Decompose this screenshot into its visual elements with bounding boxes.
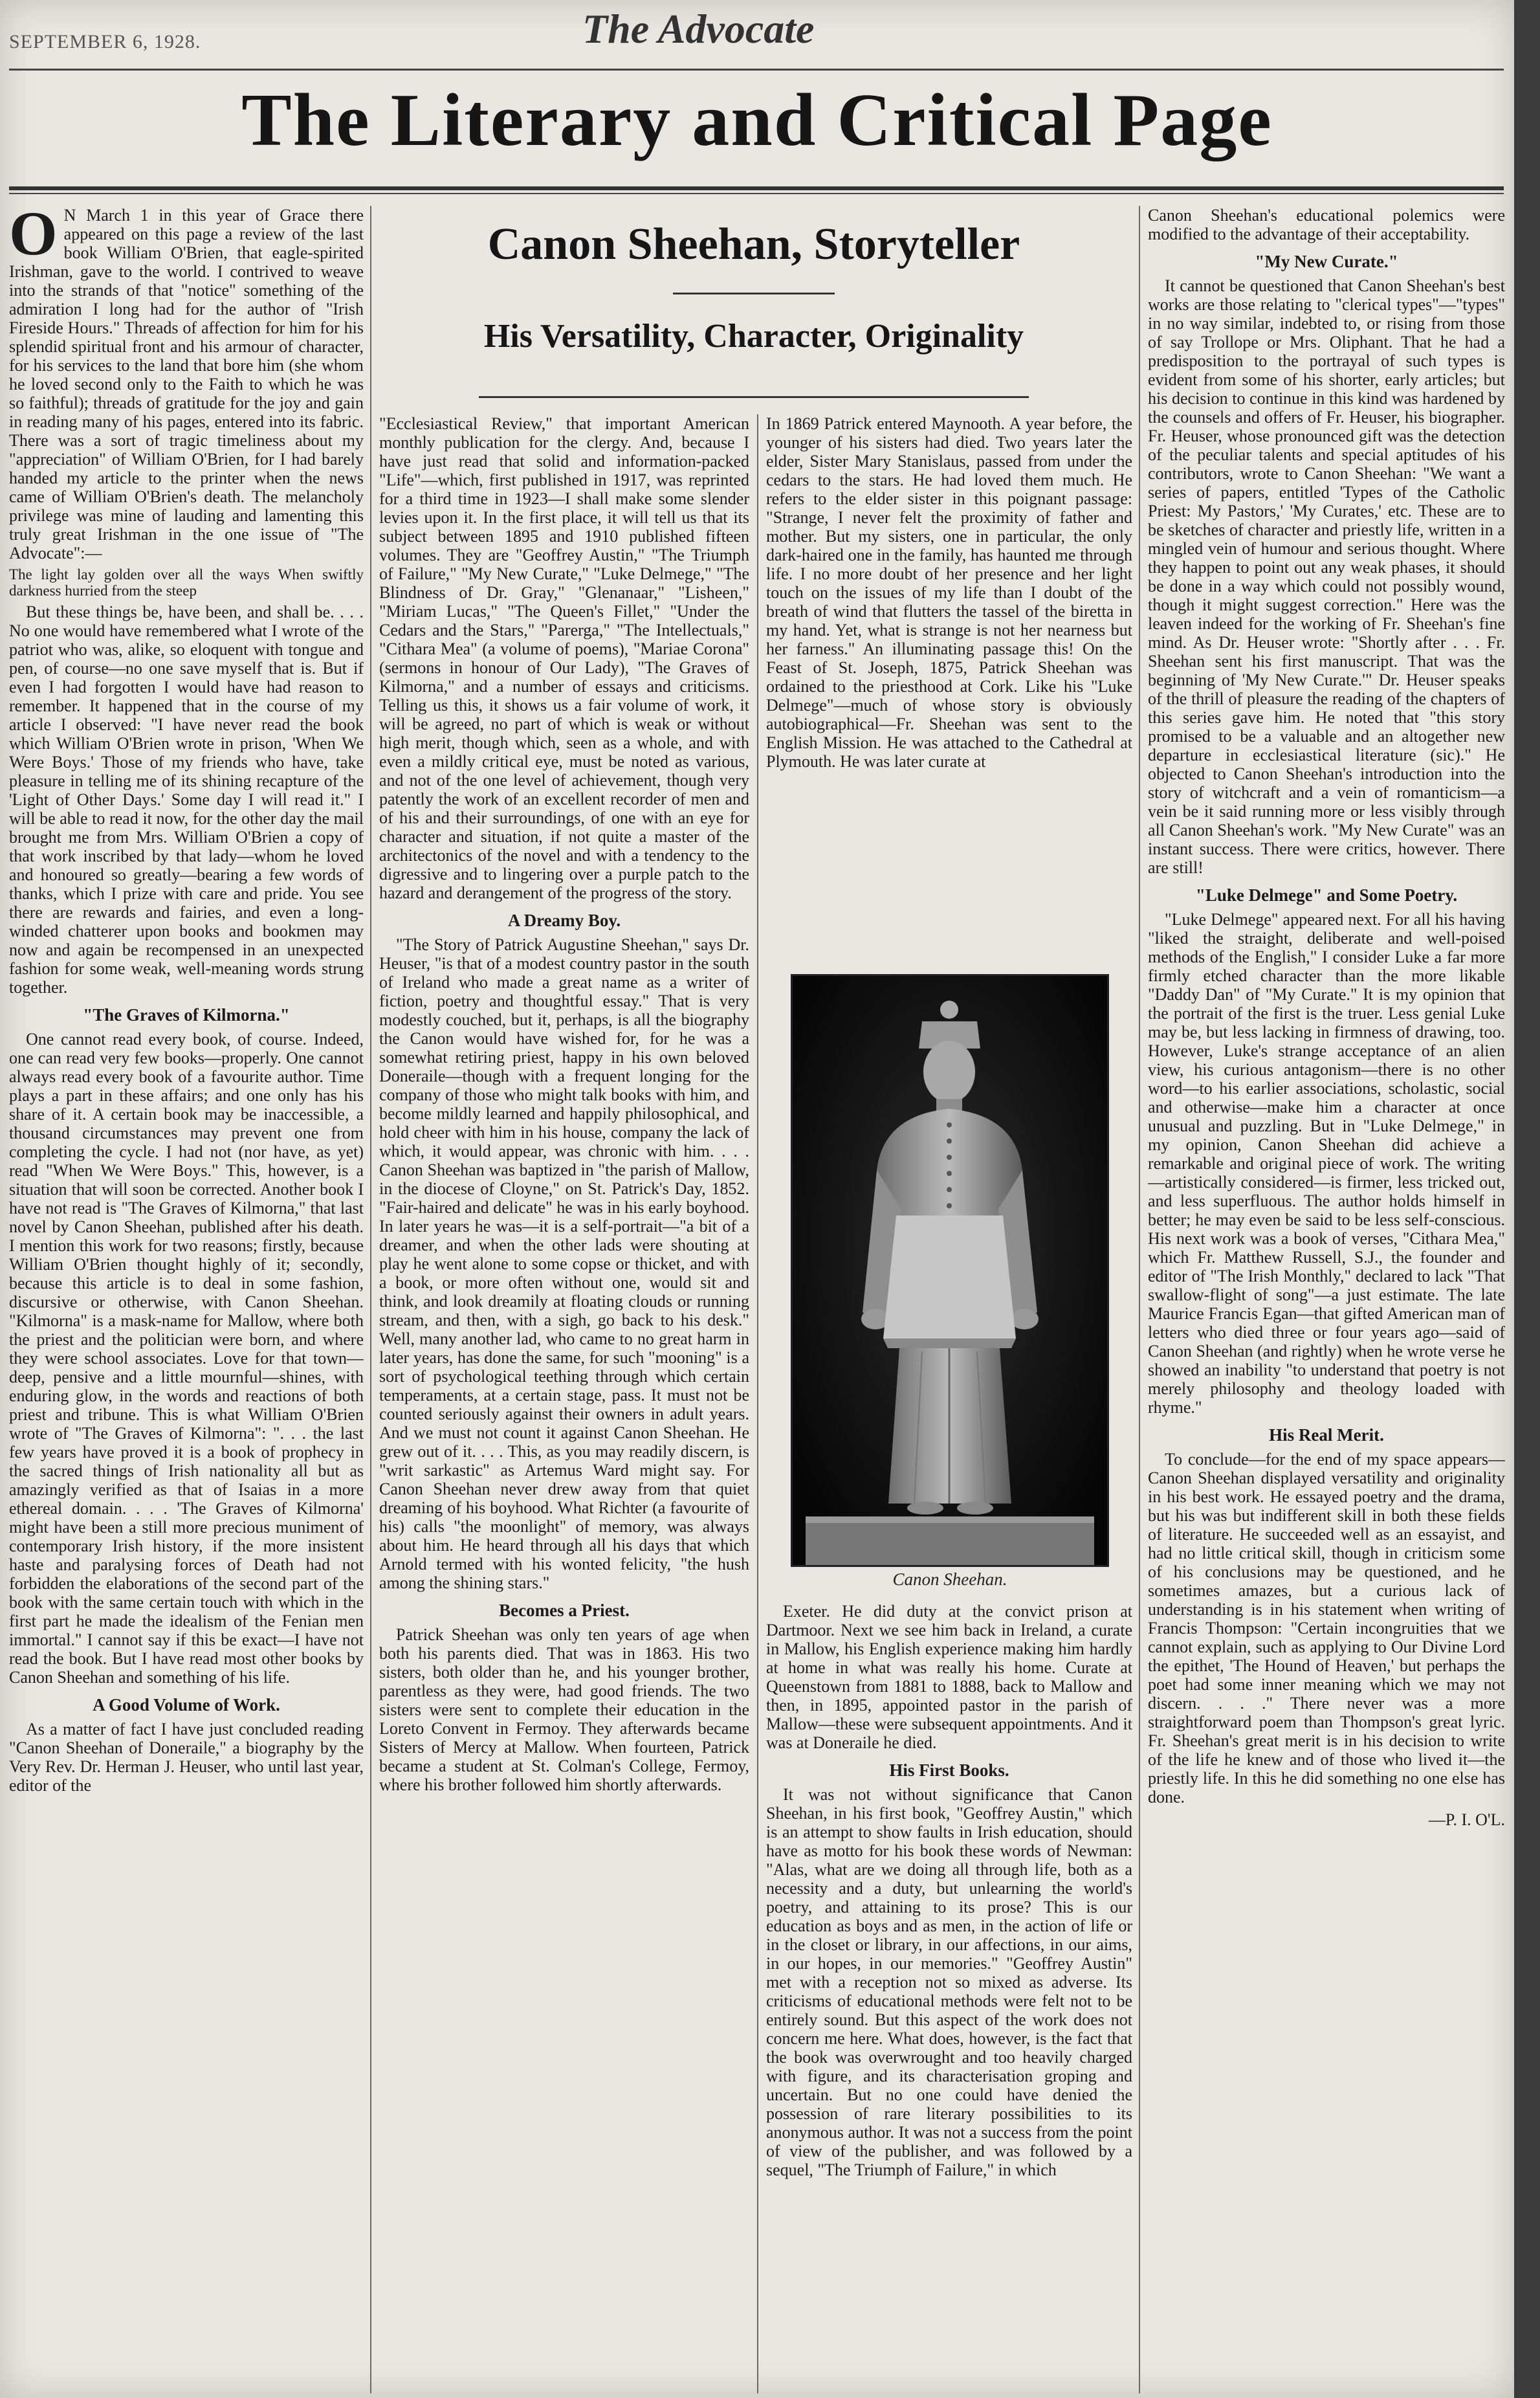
column-rule	[370, 206, 371, 2393]
subheadline-rule	[479, 396, 1029, 398]
photograph-canon-sheehan	[791, 974, 1109, 1567]
title-rule	[9, 186, 1504, 190]
drop-cap: O	[9, 206, 58, 268]
paragraph: Exeter. He did duty at the convict prison at Dartmoor. Next we see him back in Ireland, a curate in Mallow, his English experience making him hardly at home in what was really his home. Curate at Queenstown from 1881 to 1888, back to Mallow and then, in 1895, appointed pastor in the parish of Mallow—these were subsequent appointments. And it was at Doneraile he died.	[766, 1602, 1132, 1752]
masthead: The Advocate	[582, 6, 815, 52]
paragraph: "Ecclesiastical Review," that important American monthly publication for the clergy. And, because I have just read that solid and information-packed "Life"—which, first published in 1917, was reprinted for a third time in 1923—I shall make some slender levies upon it. In the first place, it will tell us that its subject between 1895 and 1910 published fifteen volumes. They are "Geoffrey Austin," "The Triumph of Failure," "My New Curate," "Luke Delmege," "The Blindness of Dr. Gray," "Glenanaar," "Lisheen," "Miriam Lucas," "The Queen's Fillet," "Under the Cedars and the Stars," "Parerga," "The Intellectuals," "Cithara Mea" (a volume of poems), "Mariae Corona" (sermons in honour of Our Lady), "The Graves of Kilmorna," and a number of essays and criticisms. Telling us this, it shows us a fair volume of work, it will be agreed, no part of which is weak or without high merit, though which, seen as a whole, and with even a mildly critical eye, must be noted as various, and not of the one level of achievement, though very patently the work of an excellent recorder of men and of his and their surroundings, of one with an eye for character and situation, if not quite a master of the architectonics of the novel and with a tendency to the digressive and to lingering over a purple patch to the hazard and derangement of the progress of the story.	[379, 414, 749, 902]
paragraph: "The Story of Patrick Augustine Sheehan," says Dr. Heuser, "is that of a modest country pastor in the south of Ireland who made a great name as a writer of fiction, poetry and thoughtful essay." That is very modestly couched, but it, perhaps, is all the biography the Canon would have wished for, for he was a somewhat retiring priest, happy in his own beloved Doneraile—though with a frequent longing for the company of those who might talk books with him, and become mildly learned and happily philosophical, and hold cheer with him in his house, company the lack of which, it would appear, was chronic with him. . . . Canon Sheehan was baptized in "the parish of Mallow, in the diocese of Cloyne," on St. Patrick's Day, 1852. "Fair-haired and delicate" he was in his early boyhood. In later years he was—it is a self-portrait—"a bit of a dreamer, and when the other lads were shouting at play he went alone to some copse or thicket, and with a book, or more often without one, would sit and think, and look dreamily at floating clouds or running stream, and then, with a sigh, go back to his desk." Well, many another lad, who came to no great harm in later years, has done the same, for such "mooning" is a sort of psychological teething through which certain temperaments, at a certain stage, pass. It must not be counted seriously against their owners in adult years. And we must not count it against Canon Sheehan. He grew out of it. . . . This, as you may readily discern, is "writ sarkastic" as Artemus Ward might say. For Canon Sheehan never drew away from that quiet dreaming of his boyhood. What Richter (a favourite of his) calls "the moonlight" of memory, was always about him. He heard through all his days that which Arnold termed with his wonted felicity, "the hush among the shining stars."	[379, 935, 749, 1592]
headline-rule	[673, 293, 835, 294]
page-title: The Literary and Critical Page	[241, 79, 1273, 162]
verse-quote: The light lay golden over all the ways When swiftly darkness hurried from the steep	[9, 566, 364, 599]
column-4	[1148, 206, 1505, 2393]
article-headline: Canon Sheehan, Storyteller	[487, 219, 1020, 269]
paragraph: To conclude—for the end of my space appears—Canon Sheehan displayed versatility and originality in his best work. He essayed poetry and the drama, but his was but indifferent skill in both these fields of literature. He succeeded well as an essayist, and had no little critical skill, though in criticism some of his conclusions may be questioned, and he sometimes amazes, but a curious lack of understanding is in his statement when writing of Francis Thompson: "Certain incongruities that we cannot explain, such as applying to Our Divine Lord the epithet, 'The Hound of Heaven,' but perhaps the poet had some inner meaning which we may not discern. . . ." There never was a more straightforward poem than Thompson's great lyric. Fr. Sheehan's great merit is in his decision to write of the life he knew and of those who lived it—the priestly life. In this he did something no one else has done.	[1148, 1450, 1505, 1806]
paragraph: It cannot be questioned that Canon Sheehan's best works are those relating to "clerical types"—"types" in no way similar, indebted to, or rising from those of say Trollope or Mrs. Oliphant. That he had a predisposition to the portrayal of such types is evident from some of his shorter, early articles; but his decision to continue in this kind was hardened by the counsels and offers of Fr. Heuser, his biographer. Fr. Heuser, whose pronounced gift was the detection of the peculiar talents and special aptitudes of his contributors, wrote to Canon Sheehan: "We want a series of papers, entitled 'Types of the Catholic Priest: My Pastors,' 'My Curates,' etc. These are to be sketches of character and priestly life, written in a mingled vein of humour and serious thought. Where they happen to point out any weak phases, it should be done in a way which could not possibly wound, though it might suggest correction." Here was the leaven indeed for the working of Fr. Sheehan's fine mind. As Dr. Heuser wrote: "Shortly after . . . Fr. Sheehan sent his first manuscript. That was the beginning of 'My New Curate.'" Dr. Heuser speaks of the thrill of pleasure the reading of the chapters of this series gave him. He noted that "this story promised to be a valuable and an altogether new departure in ecclesiastical literature (sic)." He objected to Canon Sheehan's introduction into the story of witchcraft and a vein of romanticism—a vein be it said running more or less visibly through all Canon Sheehan's work. "My New Curate" was an instant success. There were critics, however. There are still!	[1148, 276, 1505, 877]
title-rule-thin	[9, 193, 1504, 194]
paragraph: Patrick Sheehan was only ten years of age when both his parents died. That was in 1863. His two sisters, both older than he, and his younger brother, parentless as they were, had good friends. The two sisters were sent to complete their education in the Loreto Convent in Fermoy. They afterwards became Sisters of Mercy at Mallow. When fourteen, Patrick became a student at St. Colman's College, Fermoy, where his brother followed him shortly afterwards.	[379, 1625, 749, 1794]
article-subheadline: His Versatility, Character, Originality	[483, 318, 1024, 355]
photo-caption: Canon Sheehan.	[892, 1570, 1007, 1589]
section-heading: Becomes a Priest.	[499, 1601, 630, 1620]
paragraph: But these things be, have been, and shall be. . . . No one would have remembered what I wrote of the patriot who was, alike, so eloquent with tongue and pen, of course—no one save myself that is. But if even I had forgotten I would have had reason to remember. It happened that in the course of my article I observed: "I have never read the book which William O'Brien wrote in prison, 'When We Were Boys.' Those of my friends who have, take pleasure in telling me of its shining recapture of the 'Light of Other Days.' Some day I will read it." I will be able to read it now, for the other day the mail brought me from Mrs. William O'Brien a copy of that work inscribed by that lady—whom he loved and honoured so greatly—bearing a few words of thanks, which I prize with care and pride. You see there are rewards and fairies, and even a long-winded chatterer upon books and bookmen may now and again be recompensed in an unexpected fashion for some weak, well-meaning words strung together.	[9, 603, 364, 997]
section-heading: His Real Merit.	[1269, 1425, 1384, 1445]
header-rule	[9, 69, 1504, 71]
section-heading: "Luke Delmege" and Some Poetry.	[1195, 885, 1458, 905]
section-heading: A Good Volume of Work.	[93, 1695, 280, 1715]
column-1	[9, 206, 364, 2393]
column-2	[379, 414, 749, 2393]
section-heading: His First Books.	[889, 1760, 1009, 1780]
paragraph: Canon Sheehan's educational polemics were modified to the advantage of their acceptability.	[1148, 206, 1505, 243]
paragraph: "Luke Delmege" appeared next. For all his having "liked the straight, deliberate and well-poised methods of the English," I consider Luke a far more firmly etched character than the more likable "Daddy Dan" of "My Curate." It is my opinion that the portrait of the first is the truer. Less genial Luke may be, but less lacking in firmness of drawing, too. However, Luke's strange acceptance of an alien view, his curious antagonism—there is no other word—to his earlier associations, scholastic, social and otherwise—make him a character at once unusual and puzzling. But in "Luke Delmege," in my opinion, Canon Sheehan did achieve a remarkable and original piece of work. The writing—artistically considered—is firmer, less tricked out, and less superfluous. The author holds himself in better; he may even be said to be less self-conscious. His next work was a book of verses, "Cithara Mea," which Fr. Matthew Russell, S.J., the founder and editor of "The Irish Monthly," declared to lack "That swallow-flight of song"—a just estimate. The late Maurice Francis Egan—that gifted American man of letters who died three or four years ago—said of Canon Sheehan (and rightly) when he wrote verse he showed an inability "to understand that poetry is not merely philosophy and theology loaded with rhyme."	[1148, 910, 1505, 1417]
section-heading: A Dreamy Boy.	[507, 911, 621, 930]
paragraph: As a matter of fact I have just concluded reading "Canon Sheehan of Doneraile," a biography by the Very Rev. Dr. Herman J. Heuser, who until last year, editor of the	[9, 1720, 364, 1795]
column-rule	[1139, 206, 1140, 2393]
section-heading: "My New Curate."	[1255, 252, 1398, 271]
section-heading: "The Graves of Kilmorna."	[83, 1005, 290, 1025]
column-rule	[757, 414, 758, 2393]
paragraph: It was not without significance that Canon Sheehan, in his first book, "Geoffrey Austin," which is an attempt to show faults in Irish education, should have as motto for his book these words of Newman: "Alas, what are we doing all through life, both as a necessity and a duty, but unlearning the world's poetry, and attaining to its prose? This is our education as boys and as men, in the action of life or in the closet or library, in our affections, in our aims, in our hopes, in our memories." "Geoffrey Austin" met with a reception not so mixed as adverse. Its criticisms of educational methods were felt not to be entirely sound. But this aspect of the work does not concern me here. What does, however, is the fact that the book was overwrought and too heavily charged with figure, and its characterisation groping and uncertain. But no one could have denied the possession of rare literary possibilities to its anonymous author. It was not a success from the point of view of the publisher, and was followed by a sequel, "The Triumph of Failure," in which	[766, 1785, 1132, 2179]
paragraph: N March 1 in this year of Grace there appeared on this page a review of the last book William O'Brien, that eagle-spirited Irishman, gave to the world. I contrived to weave into the strands of that "notice" something of the admiration I long had for the author of "Irish Fireside Hours." Threads of affection for him for his splendid spiritual front and his armour of character, for his services to the land that bore him (she whom he loved second only to the Faith to which he was so faithful); threads of gratitude for the joy and gain in reading many of his pages, entered into its fabric. There was a sort of tragic timeliness about my "appreciation" of William O'Brien, for I had barely handed my article to the printer when the news came of William O'Brien's death. The melancholy privilege was mine of lauding and lamenting this truly great Irishman in the one issue of "The Advocate":—	[9, 206, 364, 562]
page-edge-shadow	[1514, 0, 1540, 2398]
statue-image	[793, 976, 1107, 1565]
paragraph: In 1869 Patrick entered Maynooth. A year before, the younger of his sisters had died. Two years later the elder, Sister Mary Stanislaus, passed from under the cedars to the stars. He had loved them much. He refers to the elder sister in this poignant passage: "Strange, I never felt the proximity of father and mother. But my sisters, one in particular, the only dark-haired one in the family, has haunted me through life. I no more doubt of her presence and her light touch on the issues of my life than I doubt of the breath of wind that flutters the tassel of the biretta in my hand. Yet, what is strange is not her nearness but her farness." An illuminating passage this! On the Feast of St. Joseph, 1875, Patrick Sheehan was ordained to the priesthood at Cork. Like his "Luke Delmege"—much of whose story is obviously autobiographical—Fr. Sheehan was sent to the English Mission. He was attached to the Cathedral at Plymouth. He was later curate at	[766, 414, 1132, 771]
column-3-top	[766, 414, 1132, 958]
issue-date: SEPTEMBER 6, 1928.	[9, 31, 201, 52]
author-signature: —P. I. O'L.	[1428, 1810, 1505, 1829]
paragraph: One cannot read every book, of course. Indeed, one can read very few books—properly. One cannot always read every book of a favourite author. Time plays a part in these affairs; and one only has his share of it. A certain book may be inaccessible, a thousand circumstances may prevent one from completing the cycle. I had not (nor have, as yet) read "When We Were Boys." This, however, is a situation that will soon be corrected. Another book I have not read is "The Graves of Kilmorna," that last novel by Canon Sheehan, published after his death. I mention this work for two reasons; firstly, because William O'Brien thought highly of it; secondly, because this article is to deal in some fashion, discursive or otherwise, with Canon Sheehan. "Kilmorna" is a mask-name for Mallow, where both the priest and the politician were born, and where they were school associates. Love for that town—deep, pensive and a little mournful—shines, with enduring glow, in the words and reactions of both priest and tribune. This is what William O'Brien wrote of "The Graves of Kilmorna": ". . . the last few years have proved it is a book of prophecy in the sacred things of Irish nationality all but as amazingly verified as that of Isaias in a more ethereal domain. . . . 'The Graves of Kilmorna' might have been a still more precious muniment of contemporary Irish history, if the more insistent haste and paralysing forces of Death had not forbidden the elaborations of the second part of the book with the same certain touch with which in the first part he made the idealism of the Fenian men immortal." I cannot say if this be exact—I have not read the book. But I have read most other books by Canon Sheehan and something of his life.	[9, 1030, 364, 1687]
column-3-bottom	[766, 1602, 1132, 2393]
